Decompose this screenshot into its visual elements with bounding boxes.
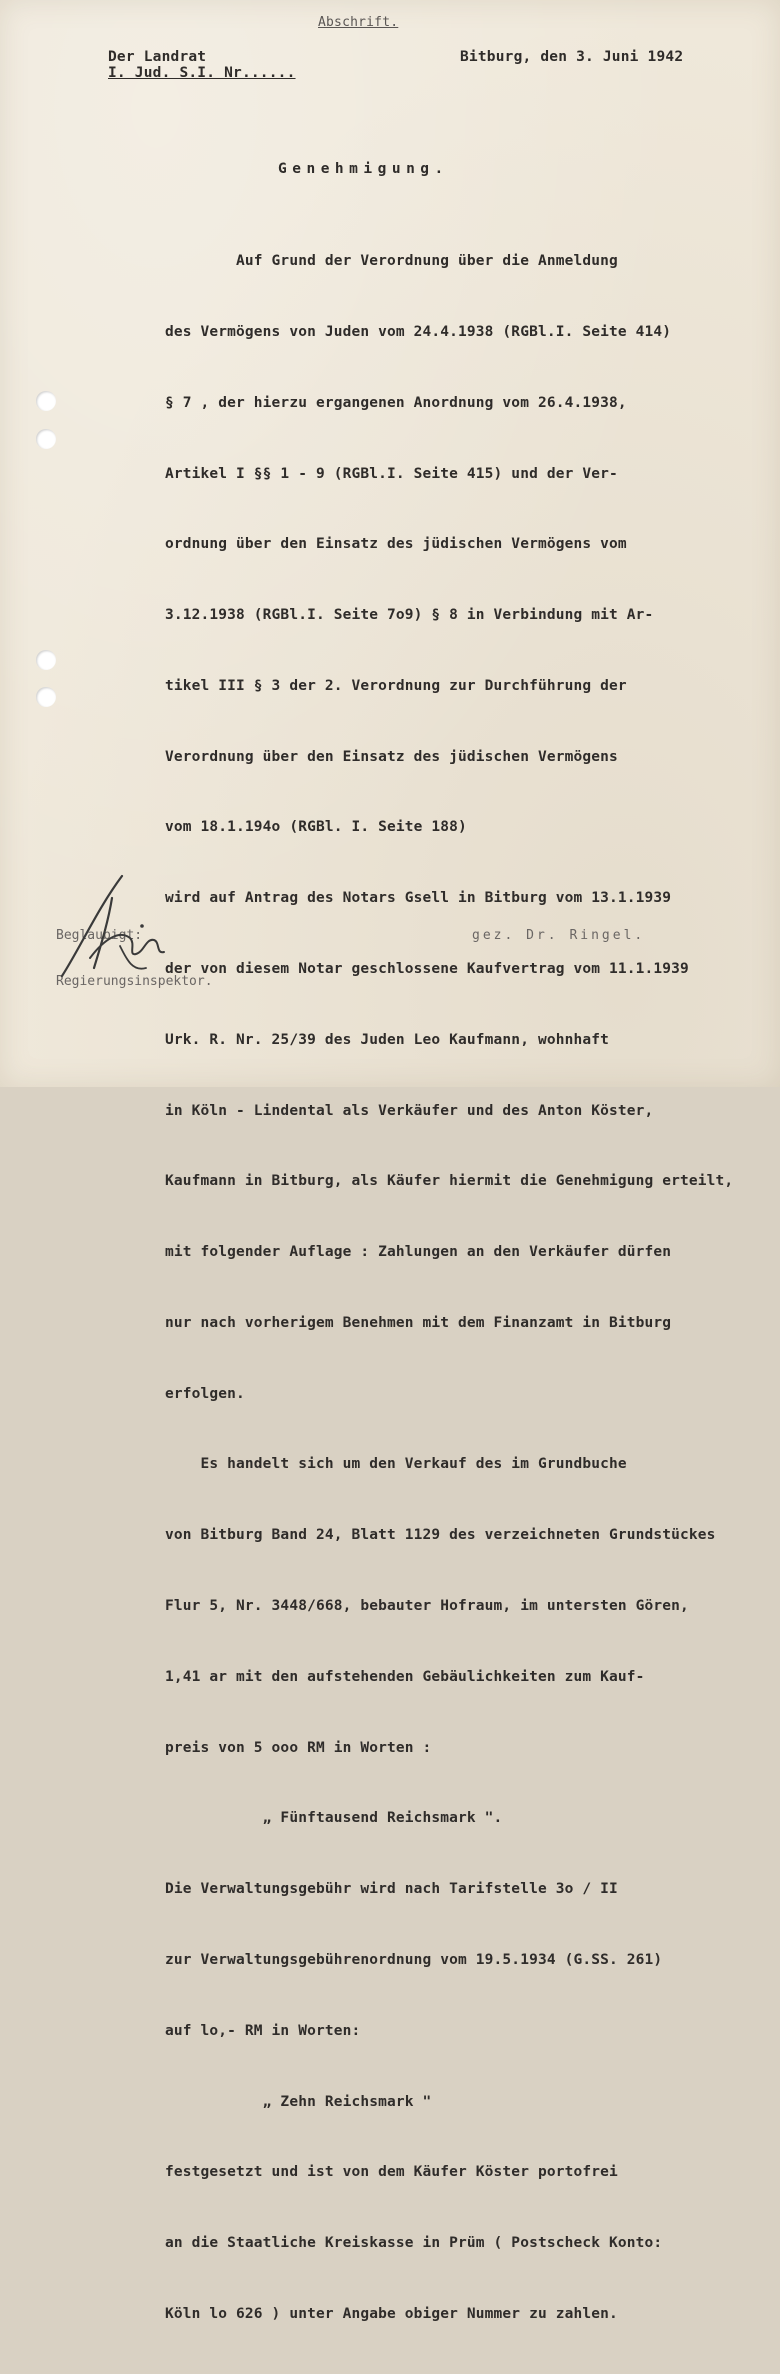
body-line: von Bitburg Band 24, Blatt 1129 des verzeichneten Grundstückes — [165, 1527, 716, 1544]
body-line: festgesetzt und ist von dem Käufer Köster portofrei — [165, 2164, 618, 2181]
body-line: „ Fünftausend Reichsmark ". — [165, 1810, 503, 1827]
body-line: auf lo,- RM in Worten: — [165, 2022, 361, 2039]
punch-hole — [36, 687, 56, 707]
body-line: Artikel I §§ 1 - 9 (RGBl.I. Seite 415) und der Ver- — [165, 465, 618, 482]
body-line: an die Staatliche Kreiskasse in Prüm ( Postscheck Konto: — [165, 2235, 663, 2252]
certified-label: Beglaubigt: — [56, 928, 143, 943]
official-title: Regierungsinspektor. — [56, 974, 213, 989]
body-line: Urk. R. Nr. 25/39 des Juden Leo Kaufmann, wohnhaft — [165, 1031, 609, 1048]
document-title: Genehmigung. — [278, 161, 449, 177]
body-line: Köln lo 626 ) unter Angabe obiger Nummer zu zahlen. — [165, 2305, 618, 2322]
body-line: Verordnung über den Einsatz des jüdischen Vermögens — [165, 748, 618, 765]
body-line: 3.12.1938 (RGBl.I. Seite 7o9) § 8 in Verbindung mit Ar- — [165, 607, 654, 624]
body-line: Auf Grund der Verordnung über die Anmeldung — [165, 253, 618, 270]
body-line: in Köln - Lindental als Verkäufer und des Anton Köster, — [165, 1102, 654, 1119]
body-line: Kaufmann in Bitburg, als Käufer hiermit die Genehmigung erteilt, — [165, 1173, 734, 1190]
body-line: nur nach vorherigem Benehmen mit dem Finanzamt in Bitburg — [165, 1314, 672, 1331]
signed-by: gez. Dr. Ringel. — [472, 928, 646, 943]
body-line: § 7 , der hierzu ergangenen Anordnung vom 26.4.1938, — [165, 394, 627, 411]
body-line: „ Zehn Reichsmark " — [165, 2093, 432, 2110]
office-name: Der Landrat — [108, 49, 207, 65]
body-line: preis von 5 ooo RM in Worten : — [165, 1739, 432, 1756]
body-line: Flur 5, Nr. 3448/668, bebauter Hofraum, im untersten Gören, — [165, 1598, 689, 1615]
punch-hole — [36, 650, 56, 670]
reference-number: I. Jud. S.I. Nr...... — [108, 65, 296, 81]
body-line: Die Verwaltungsgebühr wird nach Tarifstelle 3o / II — [165, 1881, 618, 1898]
body-line: Es handelt sich um den Verkauf des im Grundbuche — [165, 1456, 627, 1473]
body-line: 1,41 ar mit den aufstehenden Gebäulichkeiten zum Kauf- — [165, 1668, 645, 1685]
body-line: des Vermögens von Juden vom 24.4.1938 (RGBl.I. Seite 414) — [165, 323, 672, 340]
punch-hole — [36, 429, 56, 449]
body-line: erfolgen. — [165, 1385, 245, 1402]
body-line: der von diesem Notar geschlossene Kaufvertrag vom 11.1.1939 — [165, 961, 689, 977]
handwritten-signature — [50, 868, 180, 988]
body-line: ordnung über den Einsatz des jüdischen Vermögens vom — [165, 536, 627, 553]
body-line: tikel III § 3 der 2. Verordnung zur Durchführung der — [165, 677, 627, 694]
body-line: wird auf Antrag des Notars Gsell in Bitburg vom 13.1.1939 — [165, 890, 672, 907]
document-body — [165, 203, 733, 2374]
body-line: vom 18.1.194o (RGBl. I. Seite 188) — [165, 819, 467, 836]
body-line: mit folgender Auflage : Zahlungen an den Verkäufer dürfen — [165, 1244, 672, 1261]
place-date: Bitburg, den 3. Juni 1942 — [460, 49, 684, 65]
punch-hole — [36, 391, 56, 411]
copy-label: Abschrift. — [318, 15, 399, 30]
body-line: zur Verwaltungsgebührenordnung vom 19.5.1934 (G.SS. 261) — [165, 1951, 663, 1968]
